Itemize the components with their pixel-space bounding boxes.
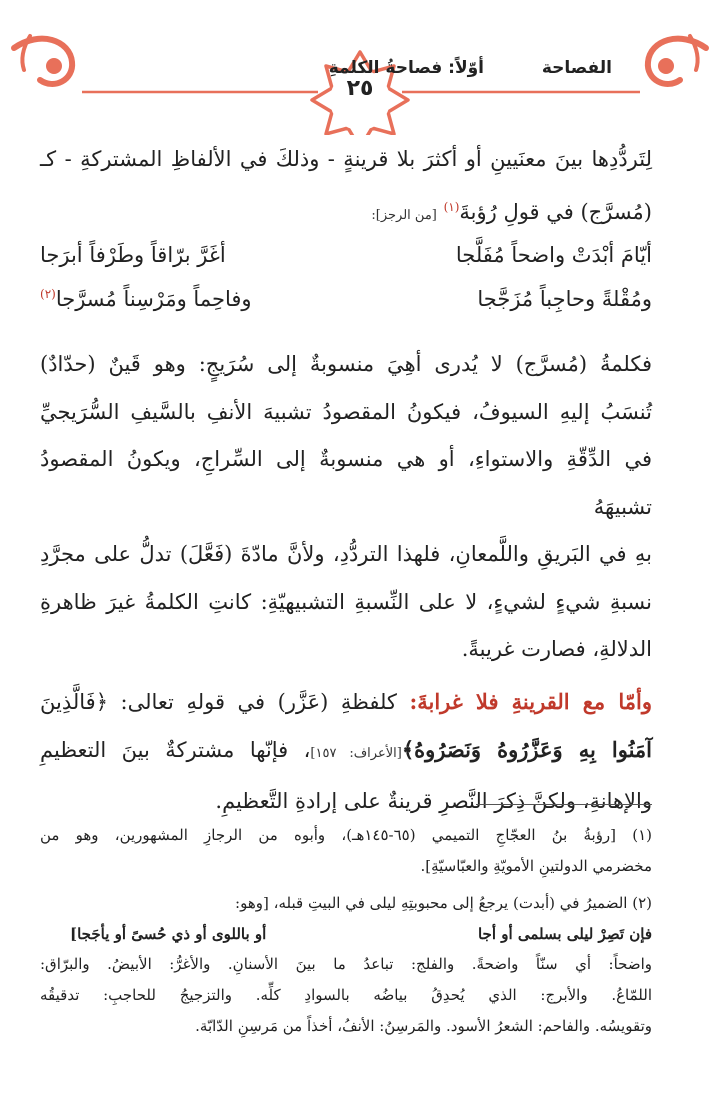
paragraph-text: كلفظةِ (عَزَّر) في قولهِ تعالى: ﴿فَالَّذِينَ xyxy=(40,689,397,714)
paragraph-line xyxy=(40,184,652,240)
footnotes xyxy=(40,820,652,1042)
page-header xyxy=(0,0,720,135)
section-heading: وأمّا مع القرينةِ فلا غرابةَ: xyxy=(409,688,652,714)
footnote-2-line: واضحاً: أي سنّاً واضحةً. والفلج: تباعدُ ما بينَ الأسنانِ. والأغرُّ: الأبيضُ. والبرّاق: xyxy=(40,955,652,973)
paragraph-line: في الدِّقّةِ والاستواءِ، أو هي منسوبةٌ إلى السِّراجِ، ويكونُ المقصودُ تشبيهَهُ xyxy=(40,447,652,519)
footnote-hemistich-right: فإن تَصِرْ ليلى بسلمى أو أجا xyxy=(477,925,652,943)
paragraph-line: لِتَردُّدِها بينَ معنَيينِ أو أكثرَ بلا قرينةٍ - وذلكَ في الألفاظِ المشتركةِ - كـ xyxy=(40,147,652,171)
footnote-ref-2[interactable]: (٢) xyxy=(40,287,56,301)
hemistich-right: أيّامَ أبْدَتْ واضحاً مُفَلَّجا xyxy=(455,243,652,267)
running-head-section: أوّلاً: فصاحةُ الكلمةِ xyxy=(328,58,484,78)
swirl-ornament-left xyxy=(14,36,72,84)
footnote-2-line: (٢) الضميرُ في (أبدت) يرجعُ إلى محبوبتِهِ ليلى في البيتِ قبله، [وهو: xyxy=(235,894,652,912)
paragraph-line: والإهانةِ، ولكنَّ ذِكرَ النَّصرِ قرينةٌ على إرادةِ التَّعظيمِ. xyxy=(215,788,652,813)
footnote-separator xyxy=(476,804,652,805)
footnote-1-line: مخضرمي الدولتينِ الأمويّةِ والعبّاسيّةِ]. xyxy=(420,857,652,875)
swirl-ornament-right xyxy=(648,36,706,84)
poem-verse-1 xyxy=(40,243,652,287)
footnote-2-line: وتقويسُه. والفاحم: الشعرُ الأسود. والمَرسِنُ: الأنفُ، أخذاً من مَرسِنِ الدّابّة. xyxy=(195,1017,652,1035)
paragraph-line: نسبةِ شيءٍ لشيءٍ، لا على النِّسبةِ التشبيهيّةِ: كانتِ الكلمةُ غيرَ ظاهرةِ xyxy=(40,589,652,614)
footnote-verse xyxy=(40,919,652,949)
running-head-chapter: الفصاحة xyxy=(541,58,612,78)
hemistich-left: وفاحِماً ومَرْسِناً مُسرَّجا$^{(٢)}$ xyxy=(40,287,252,311)
hemistich-right: ومُقْلةً وحاجِباً مُزَجَّجا xyxy=(477,287,652,311)
paragraph-text: ، فإنّها مشتركةٌ بينَ التعظيمِ xyxy=(40,738,311,762)
ornament-dot-right xyxy=(658,58,674,74)
footnote-1-line: (١) [رؤبةُ بنُ العجّاجِ التميمي (٦٥-١٤٥هـ)، وأبوه من الرجازِ المشهورين، وهو من xyxy=(40,826,652,844)
footnote-ref-1[interactable]: (١) xyxy=(443,199,460,214)
poem-verse-2 xyxy=(40,287,652,331)
quran-quote: آمَنُوا بِهِ وَعَزَّرُوهُ وَنَصَرُوهُ﴾ xyxy=(401,737,652,762)
paragraph-line xyxy=(40,678,652,727)
quran-citation: [الأعراف: ١٥٧] xyxy=(310,746,402,761)
hemistich-left: أغَرَّ برّاقاً وطَرْفاً أبرَجا xyxy=(40,243,226,267)
ornament-dot-left xyxy=(46,58,62,74)
page-number: ٢٥ xyxy=(346,76,374,101)
footnote-2-line: اللمّاعُ. والأبرج: الذي يُحدِقُ بياضُه بالسوادِ كلِّه. والتزجيجُ للحاجبِ: تدقيقُه xyxy=(40,986,652,1004)
footnote-hemistich-left: أو باللوى أو ذي حُسىً أو يأجَجا] xyxy=(70,925,267,943)
paragraph-line: بهِ في البَريقِ واللَّمعانِ، فلهذا التردُّدِ، ولأنَّ مادّةَ (فَعَّلَ) تدلُّ على مجرَّدِ xyxy=(40,542,652,566)
paragraph-line: فكلمةُ (مُسرَّج) لا يُدرى أهِيَ منسوبةٌ إلى سُرَيجٍ: وهو قَينٌ (حدّادٌ) xyxy=(40,352,652,376)
meter-label: [من الرجز]: xyxy=(371,207,437,223)
paragraph-line: الدلالةِ، فصارت غريبةً. xyxy=(461,637,652,661)
verse-intro: (مُسرَّج) في قولِ رُؤبةَ xyxy=(459,199,652,224)
paragraph-line xyxy=(40,726,652,778)
paragraph-line: تُنسَبُ إليهِ السيوفُ، فيكونُ المقصودُ تشبيهَ الأنفِ بالسَّيفِ السُّرَيجيِّ xyxy=(40,399,652,424)
main-text xyxy=(40,136,652,825)
